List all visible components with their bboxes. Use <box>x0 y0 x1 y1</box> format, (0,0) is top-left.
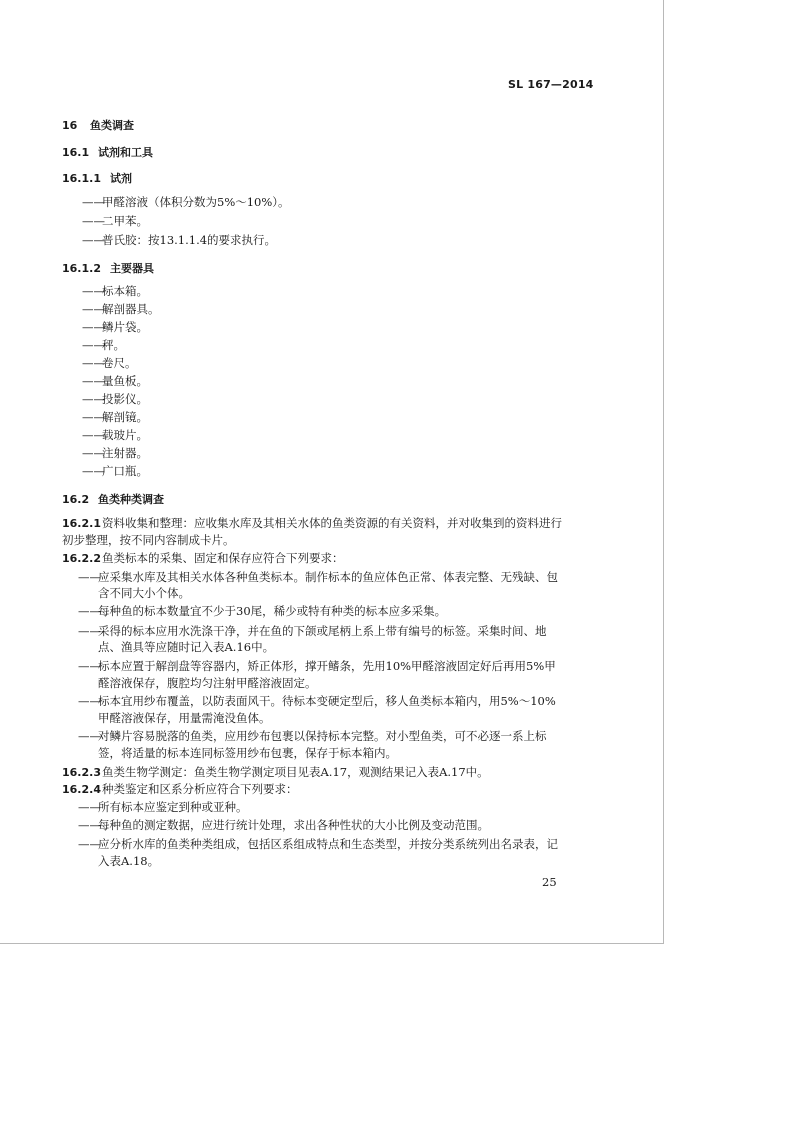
list-item: ——对鳞片容易脱落的鱼类，应用纱布包裹以保持标本完整。对小型鱼类，可不必逐一系上标 <box>78 729 547 743</box>
list-item: ——广口瓶。 <box>82 464 148 478</box>
list-item: ——解剖器具。 <box>82 302 160 316</box>
list-item-continuation: 入表A.18。 <box>98 854 160 868</box>
list-item: ——载玻片。 <box>82 428 148 442</box>
paragraph-16-2-3: 16.2.3鱼类生物学测定：鱼类生物学测定项目见表A.17，观测结果记入表A.17中。 <box>62 765 489 779</box>
section-16-1-1-heading: 16.1.1 试剂 <box>62 172 132 185</box>
list-item: ——标本箱。 <box>82 284 148 298</box>
list-item: ——量鱼板。 <box>82 374 148 388</box>
list-item-continuation: 含不同大小个体。 <box>98 586 190 600</box>
list-item: ——鳞片袋。 <box>82 320 148 334</box>
list-item: ——每种鱼的标本数量宜不少于30尾，稀少或特有种类的标本应多采集。 <box>78 604 447 618</box>
list-item: ——解剖镜。 <box>82 410 148 424</box>
list-item: ——普氏胶：按13.1.1.4的要求执行。 <box>82 233 277 247</box>
list-item: ——标本应置于解剖盘等容器内，矫正体形，撑开鳍条，先用10%甲醛溶液固定好后再用5%甲 <box>78 659 556 673</box>
section-16-heading: 16 鱼类调查 <box>62 119 134 132</box>
page-number: 25 <box>542 875 557 889</box>
list-item: ——应采集水库及其相关水体各种鱼类标本。制作标本的鱼应体色正常、体表完整、无残缺、包 <box>78 570 558 584</box>
standard-code: SL 167—2014 <box>508 78 594 91</box>
list-item: ——每种鱼的测定数据，应进行统计处理，求出各种性状的大小比例及变动范围。 <box>78 818 489 832</box>
list-item-continuation: 甲醛溶液保存，用量需淹没鱼体。 <box>98 711 271 725</box>
list-item: ——标本宜用纱布覆盖，以防表面风干。待标本变硬定型后，移人鱼类标本箱内，用5%～10% <box>78 694 556 708</box>
section-16-2-heading: 16.2 鱼类种类调查 <box>62 493 164 506</box>
list-item: ——所有标本应鉴定到种或亚种。 <box>78 800 248 814</box>
list-item: ——甲醛溶液（体积分数为5%～10%）。 <box>82 195 290 209</box>
list-item: ——应分析水库的鱼类种类组成，包括区系组成特点和生态类型，并按分类系统列出名录表，记 <box>78 837 558 851</box>
section-16-1-heading: 16.1 试剂和工具 <box>62 146 153 159</box>
list-item: ——采得的标本应用水洗涤干净，并在鱼的下颌或尾柄上系上带有编号的标签。采集时间、地 <box>78 624 547 638</box>
paragraph-16-2-4: 16.2.4种类鉴定和区系分析应符合下列要求： <box>62 782 298 796</box>
list-item: ——注射器。 <box>82 446 148 460</box>
list-item: ——二甲苯。 <box>82 214 148 228</box>
paragraph-16-2-1: 16.2.1资料收集和整理：应收集水库及其相关水体的鱼类资源的有关资料，并对收集到的资料进行 <box>62 516 562 530</box>
list-item: ——秤。 <box>82 338 125 352</box>
list-item-continuation: 醛溶液保存，腹腔均匀注射甲醛溶液固定。 <box>98 676 317 690</box>
list-item-continuation: 点、渔具等应随时记入表A.16中。 <box>98 640 275 654</box>
paragraph-16-2-2: 16.2.2鱼类标本的采集、固定和保存应符合下列要求： <box>62 551 344 565</box>
section-16-1-2-heading: 16.1.2 主要器具 <box>62 262 154 275</box>
list-item: ——投影仪。 <box>82 392 148 406</box>
list-item: ——卷尺。 <box>82 356 137 370</box>
paragraph-line: 初步整理，按不同内容制成卡片。 <box>62 533 235 547</box>
list-item-continuation: 签，将适量的标本连同标签用纱布包裹，保存于标本箱内。 <box>98 746 397 760</box>
